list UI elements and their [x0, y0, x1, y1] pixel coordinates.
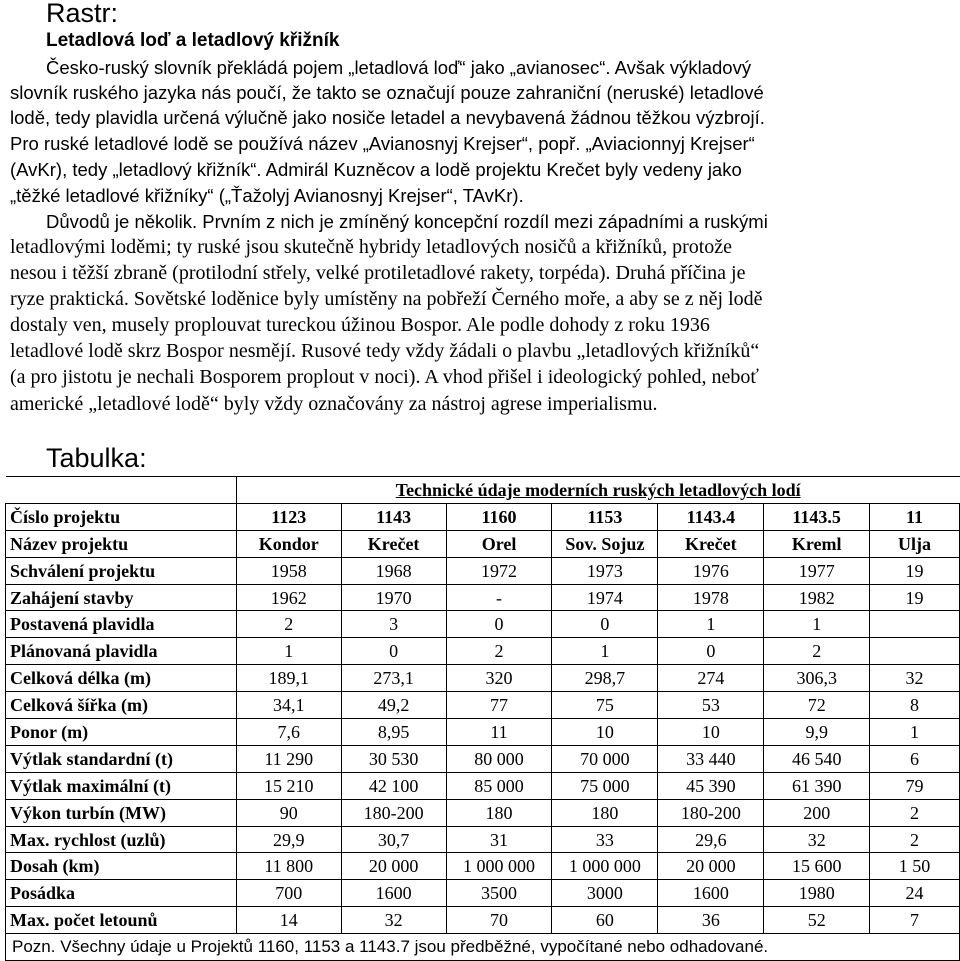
table-row: [6, 880, 960, 907]
table-row: [6, 826, 960, 853]
table-cell: 79: [870, 772, 960, 799]
row-label: Název projektu: [6, 530, 237, 557]
table-cell: 700: [236, 880, 341, 907]
table-cell: 75: [552, 692, 658, 719]
table-cell: 0: [341, 638, 446, 665]
table-row: [6, 692, 960, 719]
table-cell: 320: [446, 665, 552, 692]
table-cell: 0: [658, 638, 764, 665]
row-label: Celková délka (m): [6, 665, 237, 692]
table-cell: 10: [658, 719, 764, 746]
table-cell: 1: [870, 719, 960, 746]
row-label: Celková šířka (m): [6, 692, 237, 719]
table-cell: 1143.4: [658, 503, 764, 530]
table-cell: 1153: [552, 503, 658, 530]
table-cell: 1973: [552, 557, 658, 584]
article-line: „těžké letadlové křižníky“ („Ťažolyj Avianosnyj Krejser“, TAvKr).: [10, 185, 524, 206]
row-label: Zahájení stavby: [6, 584, 237, 611]
specs-table: [5, 476, 960, 961]
table-cell: 15 600: [764, 853, 870, 880]
table-cell: 0: [552, 611, 658, 638]
article-line: Česko-ruský slovník překládá pojem „letadlová loď“ jako „avianosec“. Avšak výkladový: [46, 57, 752, 78]
table-row: [6, 584, 960, 611]
table-cell: 11 800: [236, 853, 341, 880]
table-cell: 298,7: [552, 665, 658, 692]
table-cell: 189,1: [236, 665, 341, 692]
table-cell: 2: [870, 799, 960, 826]
table-cell: -: [446, 584, 552, 611]
table-cell: 8,95: [341, 719, 446, 746]
table-cell: 53: [658, 692, 764, 719]
table-cell: 9,9: [764, 719, 870, 746]
table-cell: 24: [870, 880, 960, 907]
table-cell: 1600: [341, 880, 446, 907]
row-label: Dosah (km): [6, 853, 237, 880]
table-row: [6, 503, 960, 530]
section-heading-tabulka: Tabulka:: [46, 443, 147, 473]
article-line: slovník ruského jazyka nás poučí, že takto se označují pouze zahraniční (neruské) letadlové: [10, 82, 764, 103]
table-cell: 32: [341, 907, 446, 934]
table-cell: 2: [446, 638, 552, 665]
table-cell: 1160: [446, 503, 552, 530]
article-line: dostaly ven, musely proplouvat tureckou úžinou Bospor. Ale podle dohody z roku 1936: [10, 314, 710, 336]
table-cell: 32: [764, 826, 870, 853]
table-cell: 1977: [764, 557, 870, 584]
row-label: Max. rychlost (uzlů): [6, 826, 237, 853]
table-cell: 1968: [341, 557, 446, 584]
article-line: Důvodů je několik. Prvním z nich je zmíněný koncepční rozdíl mezi západními a ruskými: [46, 211, 768, 232]
row-label: Max. počet letounů: [6, 907, 237, 934]
table-cell: 10: [552, 719, 658, 746]
table-cell: [870, 611, 960, 638]
table-cell: 1974: [552, 584, 658, 611]
table-cell: 15 210: [236, 772, 341, 799]
table-cell: 1: [552, 638, 658, 665]
table-cell: 72: [764, 692, 870, 719]
table-cell: 20 000: [341, 853, 446, 880]
table-cell: 1123: [236, 503, 341, 530]
section-heading-rastr: Rastr:: [46, 0, 119, 28]
table-cell: 180-200: [658, 799, 764, 826]
row-label: Plánovaná plavidla: [6, 638, 237, 665]
table-note: Pozn. Všechny údaje u Projektů 1160, 1153 a 1143.7 jsou předběžné, vypočítané nebo odhadované.: [6, 934, 960, 961]
table-cell: 70: [446, 907, 552, 934]
table-row: [6, 719, 960, 746]
table-cell: 1 50: [870, 853, 960, 880]
table-cell: 1970: [341, 584, 446, 611]
table-cell: Kreml: [764, 530, 870, 557]
table-cell: 77: [446, 692, 552, 719]
table-row: [6, 611, 960, 638]
table-cell: 180: [552, 799, 658, 826]
table-cell: 90: [236, 799, 341, 826]
row-label: Ponor (m): [6, 719, 237, 746]
table-cell: 80 000: [446, 745, 552, 772]
table-row: [6, 638, 960, 665]
table-cell: 61 390: [764, 772, 870, 799]
table-cell: 1: [764, 611, 870, 638]
article-line: letadlové lodě skrz Bospor nesmějí. Rusové tedy vždy žádali o plavbu „letadlových křižníků“: [10, 340, 760, 362]
table-cell: 20 000: [658, 853, 764, 880]
table-row: [6, 799, 960, 826]
table-cell: 33: [552, 826, 658, 853]
table-cell: 2: [764, 638, 870, 665]
table-note-row: [6, 934, 960, 961]
table-cell: 34,1: [236, 692, 341, 719]
article-line: Pro ruské letadlové lodě se používá název „Avianosnyj Krejser“, popř. „Aviacionnyj Krejser“: [10, 133, 755, 154]
table-caption-row: [6, 477, 960, 504]
table-cell: 36: [658, 907, 764, 934]
table-cell: 1600: [658, 880, 764, 907]
table-cell: 70 000: [552, 745, 658, 772]
table-cell: 52: [764, 907, 870, 934]
table-cell: 46 540: [764, 745, 870, 772]
table-row: [6, 665, 960, 692]
table-cell: 1962: [236, 584, 341, 611]
table-cell: 3000: [552, 880, 658, 907]
table-row: [6, 557, 960, 584]
table-cell: [870, 638, 960, 665]
table-cell: 0: [446, 611, 552, 638]
table-cell: 1976: [658, 557, 764, 584]
table-cell: 1980: [764, 880, 870, 907]
table-cell: 2: [236, 611, 341, 638]
table-cell: 31: [446, 826, 552, 853]
table-cell: 7: [870, 907, 960, 934]
article-line: letadlovými loděmi; ty ruské jsou skutečně hybridy letadlových nosičů a křižníků, protože: [10, 236, 733, 258]
table-cell: 33 440: [658, 745, 764, 772]
table-cell: 11 290: [236, 745, 341, 772]
row-label: Výtlak standardní (t): [6, 745, 237, 772]
row-label: Číslo projektu: [6, 503, 237, 530]
table-cell: 29,6: [658, 826, 764, 853]
table-cell: 75 000: [552, 772, 658, 799]
article-line: (AvKr), tedy „letadlový křižník“. Admirál Kuzněcov a lodě projektu Krečet byly vedeny jako: [10, 159, 742, 180]
table-cell: 42 100: [341, 772, 446, 799]
table-cell: 1982: [764, 584, 870, 611]
table-cell: 1978: [658, 584, 764, 611]
table-cell: 85 000: [446, 772, 552, 799]
table-cell: 1: [236, 638, 341, 665]
table-cell: Krečet: [658, 530, 764, 557]
table-cell: Ulja: [870, 530, 960, 557]
row-label: Výkon turbín (MW): [6, 799, 237, 826]
row-label: Postavená plavidla: [6, 611, 237, 638]
table-cell: 45 390: [658, 772, 764, 799]
table-row: [6, 853, 960, 880]
table-cell: 14: [236, 907, 341, 934]
table-cell: Krečet: [341, 530, 446, 557]
row-label: Výtlak maximální (t): [6, 772, 237, 799]
table-cell: 29,9: [236, 826, 341, 853]
table-cell: 19: [870, 557, 960, 584]
table-cell: 1 000 000: [446, 853, 552, 880]
table-cell: 180-200: [341, 799, 446, 826]
article-line: americké „letadlové lodě“ byly vždy označovány za nástroj agrese imperialismu.: [10, 393, 658, 415]
table-row: [6, 530, 960, 557]
table-cell: 8: [870, 692, 960, 719]
table-cell: Kondor: [236, 530, 341, 557]
table-row: [6, 772, 960, 799]
table-cell: 3: [341, 611, 446, 638]
table-cell: 1958: [236, 557, 341, 584]
table-cell: 3500: [446, 880, 552, 907]
table-cell: Sov. Sojuz: [552, 530, 658, 557]
table-cell: 6: [870, 745, 960, 772]
table-cell: 1: [658, 611, 764, 638]
table-cell: 180: [446, 799, 552, 826]
article-title: Letadlová loď a letadlový křižník: [46, 30, 340, 51]
table-row: [6, 745, 960, 772]
table-cell: 306,3: [764, 665, 870, 692]
table-cell: 274: [658, 665, 764, 692]
table-cell: 30,7: [341, 826, 446, 853]
article-line: ryze praktická. Sovětské loděnice byly umístěny na pobřeží Černého moře, a aby se z něj lodě: [10, 288, 763, 310]
row-label: Posádka: [6, 880, 237, 907]
table-cell: 60: [552, 907, 658, 934]
table-cell: 32: [870, 665, 960, 692]
table-cell: 1 000 000: [552, 853, 658, 880]
table-cell: 30 530: [341, 745, 446, 772]
table-cell: 11: [446, 719, 552, 746]
article-line: lodě, tedy plavidla určená výlučně jako nosiče letadel a nevybavená žádnou těžkou výzbrojí.: [10, 107, 765, 128]
table-caption: Technické údaje moderních ruských letadlových lodí: [236, 477, 959, 504]
table-cell: 19: [870, 584, 960, 611]
article-line: (a pro jistotu je nechali Bosporem proplout v noci). A vhod přišel i ideologický pohled, neboť: [10, 366, 759, 388]
table-cell: 1143: [341, 503, 446, 530]
table-cell: 1143.5: [764, 503, 870, 530]
table-cell: 7,6: [236, 719, 341, 746]
table-row: [6, 907, 960, 934]
row-label: Schválení projektu: [6, 557, 237, 584]
table-cell: 273,1: [341, 665, 446, 692]
table-cell: 11: [870, 503, 960, 530]
table-cell: Orel: [446, 530, 552, 557]
table-cell: 1972: [446, 557, 552, 584]
table-cell: 49,2: [341, 692, 446, 719]
table-cell: 2: [870, 826, 960, 853]
article-line: nesou i těžší zbraně (protilodní střely, velké protiletadlové rakety, torpéda). Druhá příčina je: [10, 262, 746, 284]
table-cell: 200: [764, 799, 870, 826]
